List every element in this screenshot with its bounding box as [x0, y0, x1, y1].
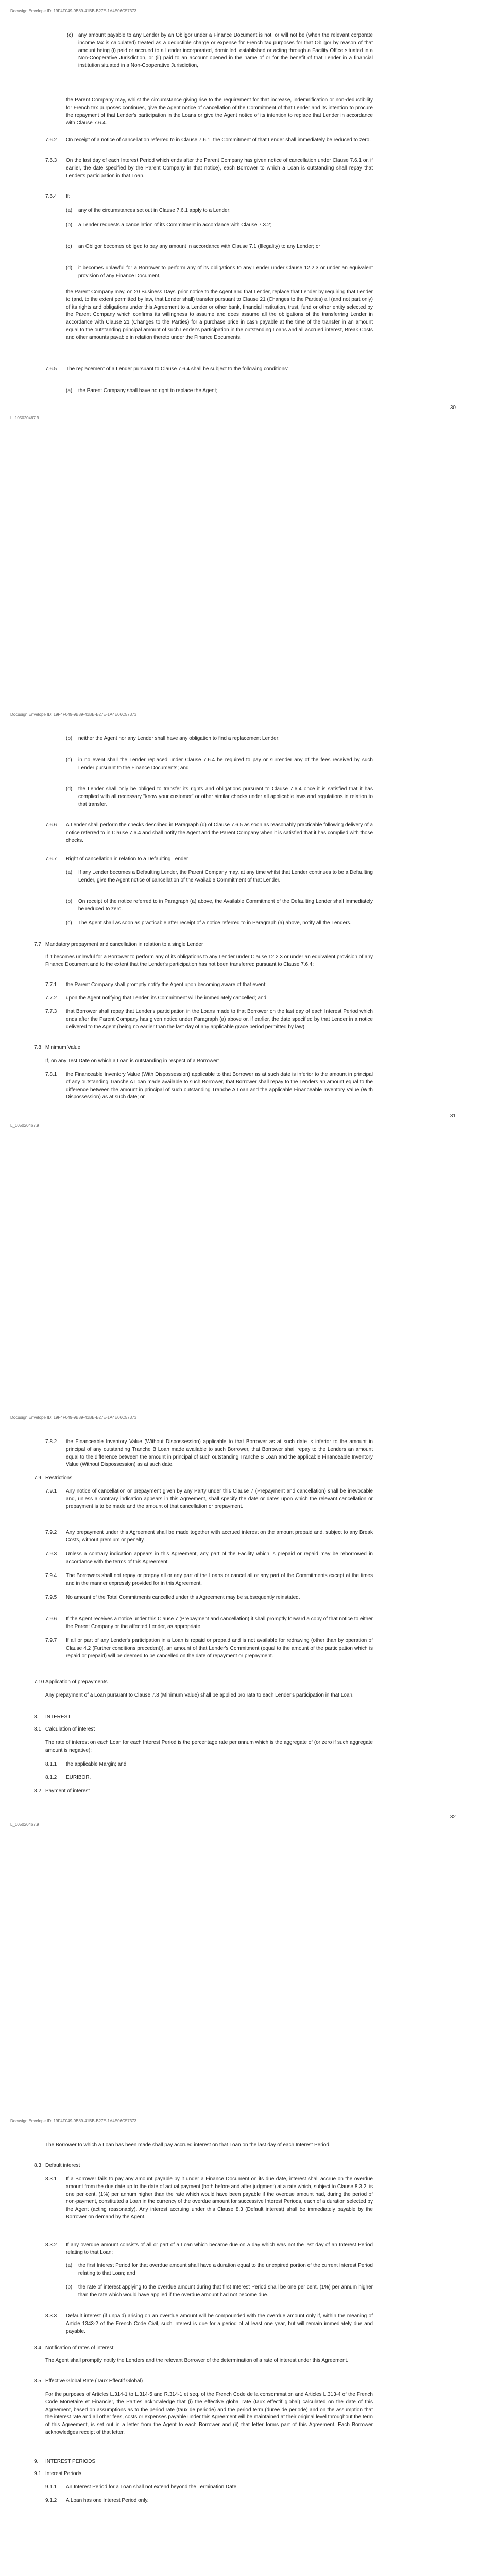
item-text: the Financeable Inventory Value (With Dispossession) applicable to that Borrower as at such date is inferior to the amount in principal of any outstanding Tranche A Loan made available to such Borrower, that Borrower shall repay to the Lenders an amount equal to the difference between the amount in principal of such outstanding Tranche A Loan and the applicable Financeable Inventory Value (With Dispossession) as at such date; or [66, 1072, 373, 1100]
item-number: (d) [66, 265, 73, 271]
item-number: 8.5 [34, 2378, 41, 2384]
doc-reference: L_105020467.9 [10, 1123, 39, 1128]
item-number: 9. [34, 2459, 39, 2464]
item-text: On the last day of each Interest Period which ends after the Parent Company has given notice of cancellation under Clause 7.6.1 or, if earlier, the date specified by the Parent Company in that notice), each Borrower to which a Loan is outstanding shall repay that Lender's participation in that Loan. [66, 158, 373, 179]
item-text: On receipt of the notice referred to in Paragraph (a) above, the Available Commitment of the Defaulting Lender shall immediately be reduced to zero. [78, 899, 373, 912]
item-number: (a) [66, 208, 73, 213]
item-text: the Parent Company may, on 20 Business Days' prior notice to the Agent and that Lender, replace that Lender by requiring that Lender to (and, to the extent permitted by law, that Lender shall) transfer pursuant to Clause 21 (Changes to the Parties) all (and not part only) of its rights and obligations under this Agreement to a Lender or other bank, financial institution, trust, fund or other entity selected by the Parent Company which confirms its willingness to assume and does assume all the obligations of the transferring Lender in accordance with Clause 21 (Changes to the Parties) for a purchase price in cash payable at the time of the transfer in an amount equal to the outstanding principal amount of such Lender's participation in the outstanding Loans and all accrued interest, Break Costs and other amounts payable in relation thereto under the Finance Documents. [66, 289, 373, 341]
envelope-id: Docusign Envelope ID: 19F4F049-9B89-41BB-B27E-1A4E06C57373 [10, 9, 137, 13]
item-number: (b) [66, 222, 73, 228]
item-number: 7.7.2 [45, 995, 57, 1001]
item-text: an Obligor becomes obliged to pay any amount in accordance with Clause 7.1 (Illegality) to any Lender; or [78, 244, 320, 249]
item-text: If all or part of any Lender's participation in a Loan is repaid or prepaid and is not available for redrawing (other than by operation of Clause 4.2 (Further conditions precedent)), an amount of that Lender's Commitment (equal to the amount of the participation which is repaid or prepaid) will be deemed to be cancelled on the date of repayment or prepayment. [66, 1638, 373, 1659]
doc-reference: L_105020467.9 [10, 416, 39, 420]
item-text: If the Agent receives a notice under this Clause 7 (Prepayment and cancellation) it shall promptly forward a copy of that notice to either the Parent Company or the affected Lender, as appropriate. [66, 1616, 373, 1630]
item-text: Any prepayment of a Loan pursuant to Clause 7.8 (Minimum Value) shall be applied pro rata to each Lender's participation in that Loan. [45, 1692, 354, 1698]
doc-reference: L_105020467.9 [10, 1822, 39, 1827]
item-text: If, on any Test Date on which a Loan is outstanding in respect of a Borrower: [45, 1058, 219, 1064]
item-number: (a) [66, 388, 73, 394]
item-number: 9.1 [34, 2471, 41, 2477]
item-number: 7.10 [34, 1679, 44, 1685]
item-text: it becomes unlawful for a Borrower to perform any of its obligations to any Lender under Clause 12.2.3 or under an equivalent provision of any Finance Document, [78, 265, 373, 279]
item-text: Mandatory prepayment and cancellation in relation to a single Lender [45, 942, 203, 947]
item-text: in no event shall the Lender replaced under Clause 7.6.4 be required to pay or surrender any of the fees received by such Lender pursuant to the Finance Documents; and [78, 757, 373, 771]
item-number: 7.9.7 [45, 1638, 57, 1643]
item-number: (a) [66, 870, 73, 875]
item-text: the Financeable Inventory Value (Without Dispossession) applicable to that Borrower as at such date is inferior to the amount in principal of any outstanding Tranche B Loan made available to such Borrower, that Borrower shall repay to the Lenders an amount equal to the difference between the amount in principal of such outstanding Tranche B Loan and the applicable Financeable Inventory Value (Without Dispossession) as at such date. [66, 1439, 373, 1468]
item-number: (c) [67, 32, 73, 38]
item-number: 8.3.3 [45, 2313, 57, 2319]
envelope-id: Docusign Envelope ID: 19F4F049-9B89-41BB-B27E-1A4E06C57373 [10, 2119, 137, 2123]
item-number: 9.1.1 [45, 2484, 57, 2490]
item-number: 7.9.6 [45, 1616, 57, 1622]
item-text: INTEREST [45, 1714, 71, 1720]
item-text: the first Interest Period for that overdue amount shall have a duration equal to the unexpired portion of the current Interest Period relating to that Loan; and [78, 2263, 373, 2276]
item-number: 8.2 [34, 1788, 41, 1794]
item-text: If any overdue amount consists of all or part of a Loan which became due on a day which was not the last day of an Interest Period relating to that Loan: [66, 2242, 373, 2256]
item-text: Default interest (if unpaid) arising on an overdue amount will be compounded with the overdue amount only if, within the meaning of Article 1343-2 of the French Code Civil, such interest is due for a period of at least one year, but will remain immediately due and payable. [66, 2313, 373, 2334]
page-33 [0, 2110, 497, 2576]
item-number: 7.8 [34, 1045, 41, 1050]
item-text: For the purposes of Articles L.314-1 to L.314-5 and R.314-1 et seq. of the French Code de la consommation and Articles L.313-4 of the French Code Monetaire et Financier, the Parties acknowledge that (i) the effective global rate (taux effectif global) calculated on the date of this Agreement, based on assumptions as to the period rate (taux de periode) and the period term (duree de periode) and on the assumption that the interest rate and all other fees, costs or expenses payable under this Agreement will be maintained at their original level throughout the term of this Agreement, is set out in a letter from the Agent to each Borrower and (ii) that letter forms part of this Agreement. Each Borrower acknowledges receipt of that letter. [45, 2392, 373, 2435]
item-text: If any Lender becomes a Defaulting Lender, the Parent Company may, at any time whilst that Lender continues to be a Defaulting Lender, give the Agent notice of cancellation of the Available Commitment of that Lender. [78, 870, 373, 883]
item-number: 8.1.1 [45, 1761, 57, 1767]
item-text: Right of cancellation in relation to a Defaulting Lender [66, 856, 188, 862]
item-text: Any notice of cancellation or prepayment given by any Party under this Clause 7 (Prepayment and cancellation) shall be irrevocable and, unless a contrary indication appears in this Agreement, shall specify the date or dates upon which the relevant cancellation or prepayment is to be made and the amount of that cancellation or prepayment. [66, 1488, 373, 1510]
envelope-id: Docusign Envelope ID: 19F4F049-9B89-41BB-B27E-1A4E06C57373 [10, 712, 137, 717]
item-text: Effective Global Rate (Taux Effectif Global) [45, 2378, 143, 2384]
item-number: (b) [66, 899, 73, 904]
item-number: 7.6.7 [45, 856, 57, 862]
item-text: The Agent shall as soon as practicable after receipt of a notice referred to in Paragraph (a) above, notify all the Lenders. [78, 920, 352, 926]
item-number: 7.7.1 [45, 982, 57, 988]
item-text: If it becomes unlawful for a Borrower to perform any of its obligations to any Lender under Clause 12.2.3 or under an equivalent provision of any Finance Document and to the extent that the Lender's participation has not been transferred pursuant to Clause 7.6.4: [45, 954, 373, 968]
item-text: Calculation of interest [45, 1726, 95, 1732]
page-30 [0, 0, 497, 703]
item-number: 7.9.5 [45, 1595, 57, 1600]
item-number: 8.3 [34, 2163, 41, 2168]
item-text: Unless a contrary indication appears in this Agreement, any part of the Facility which is prepaid or repaid may be reborrowed in accordance with the terms of this Agreement. [66, 1551, 373, 1565]
page-number: 30 [450, 405, 456, 411]
item-number: (c) [66, 757, 72, 763]
envelope-id: Docusign Envelope ID: 19F4F049-9B89-41BB-B27E-1A4E06C57373 [10, 1415, 137, 1420]
item-number: 7.9.3 [45, 1551, 57, 1557]
item-text: No amount of the Total Commitments cancelled under this Agreement may be subsequently reinstated. [66, 1595, 300, 1600]
item-text: upon the Agent notifying that Lender, its Commitment will be immediately cancelled; and [66, 995, 267, 1001]
item-text: The rate of interest on each Loan for each Interest Period is the percentage rate per annum which is the aggregate of (or zero if such aggregate amount is negative): [45, 1740, 373, 1753]
item-text: Notification of rates of interest [45, 2345, 114, 2351]
item-number: 7.8.2 [45, 1439, 57, 1445]
item-number: 8. [34, 1714, 39, 1720]
item-number: 7.6.5 [45, 366, 57, 372]
item-text: A Lender shall perform the checks described in Paragraph (d) of Clause 7.6.5 as soon as reasonably practicable following delivery of a notice referred to in Clause 7.6.4 and shall notify the Agent and the Parent Company when it is satisfied that it has complied with those checks. [66, 822, 373, 843]
item-number: (b) [66, 2284, 73, 2290]
item-text: the Lender shall only be obliged to transfer its rights and obligations pursuant to Clause 7.6.4 once it is satisfied that it has complied with all necessary "know your customer" or other similar checks under all applicable laws and regulations in relation to that transfer. [78, 786, 373, 807]
item-number: 7.6.4 [45, 194, 57, 199]
item-number: 8.3.2 [45, 2242, 57, 2248]
item-text: The Borrower to which a Loan has been made shall pay accrued interest on that Loan on the last day of each Interest Period. [45, 2142, 331, 2148]
item-number: 7.7.3 [45, 1009, 57, 1014]
item-text: the rate of interest applying to the overdue amount during that first Interest Period shall be one per cent. (1%) per annum higher than the rate which would have applied if the overdue amount had not become due. [78, 2284, 373, 2298]
item-text: On receipt of a notice of cancellation referred to in Clause 7.6.1, the Commitment of that Lender shall immediately be reduced to zero. [66, 137, 371, 143]
item-text: An Interest Period for a Loan shall not extend beyond the Termination Date. [66, 2484, 238, 2490]
item-text: If: [66, 194, 71, 199]
item-number: 7.6.3 [45, 158, 57, 163]
item-text: any of the circumstances set out in Clause 7.6.1 apply to a Lender; [78, 208, 231, 213]
item-text: Minimum Value [45, 1045, 81, 1050]
item-number: 7.9.2 [45, 1530, 57, 1535]
item-number: 9.1.2 [45, 2498, 57, 2503]
item-text: the Parent Company shall have no right to replace the Agent; [78, 388, 218, 394]
item-number: 7.9 [34, 1475, 41, 1481]
item-text: Default interest [45, 2163, 80, 2168]
item-text: the applicable Margin; and [66, 1761, 127, 1767]
item-text: a Lender requests a cancellation of its Commitment in accordance with Clause 7.3.2; [78, 222, 272, 228]
item-number: 7.9.4 [45, 1573, 57, 1579]
page-number: 31 [450, 1113, 456, 1119]
page-31 [0, 703, 497, 1406]
item-text: Application of prepayments [45, 1679, 108, 1685]
item-number: (a) [66, 2263, 73, 2268]
item-text: The replacement of a Lender pursuant to Clause 7.6.4 shall be subject to the following conditions: [66, 366, 288, 372]
item-text: that Borrower shall repay that Lender's participation in the Loans made to that Borrower on the last day of each Interest Period which ends after the Parent Company has given notice under Paragraph (a) above or, if earlier, the date specified by that Lender in a notice delivered to the Agent (being no earlier than the last day of any applicable grace period permitted by law). [66, 1009, 373, 1030]
item-text: Payment of interest [45, 1788, 90, 1794]
item-text: The Agent shall promptly notify the Lenders and the relevant Borrower of the determination of a rate of interest under this Agreement. [45, 2358, 349, 2363]
page-number: 32 [450, 1814, 456, 1820]
item-number: 7.7 [34, 942, 41, 947]
item-number: 7.8.1 [45, 1072, 57, 1077]
item-text: the Parent Company shall promptly notify the Agent upon becoming aware of that event; [66, 982, 267, 988]
item-text: A Loan has one Interest Period only. [66, 2498, 149, 2503]
page-32 [0, 1406, 497, 2110]
item-number: 8.3.1 [45, 2176, 57, 2182]
item-number: 7.9.1 [45, 1488, 57, 1494]
item-text: the Parent Company may, whilst the circumstance giving rise to the requirement for that increase, indemnification or non-deductibility for French tax purposes continues, give the Agent notice of cancellation of the Commitment of that Lender and its intention to procure the repayment of that Lender's participation in the Loans or give the Agent notice of its intention to replace that Lender in accordance with Clause 7.6.4. [66, 97, 373, 126]
item-number: 8.1.2 [45, 1775, 57, 1781]
item-text: Any prepayment under this Agreement shall be made together with accrued interest on the amount prepaid and, subject to any Break Costs, without premium or penalty. [66, 1530, 373, 1543]
item-number: (b) [66, 736, 73, 741]
item-text: INTEREST PERIODS [45, 2459, 96, 2464]
item-text: any amount payable to any Lender by an Obligor under a Finance Document is not, or will not be (when the relevant corporate income tax is calculated) treated as a deductible charge or expense for French tax purposes for that Obligor by reason of that amount being (i) paid or accrued to a Lender incorporated, domiciled, established or acting through a Facility Office situated in a Non-Cooperative Jurisdiction, or (ii) paid to an account opened in the name of or for the benefit of that Lender in a financial institution situated in a Non-Cooperative Jurisdiction, [78, 32, 373, 69]
item-number: 7.6.6 [45, 822, 57, 828]
item-text: Interest Periods [45, 2471, 82, 2477]
item-text: The Borrowers shall not repay or prepay all or any part of the Loans or cancel all or any part of the Commitments except at the times and in the manner expressly provided for in this Agreement. [66, 1573, 373, 1586]
item-text: neither the Agent nor any Lender shall have any obligation to find a replacement Lender; [78, 736, 280, 741]
item-text: If a Borrower fails to pay any amount payable by it under a Finance Document on its due date, interest shall accrue on the overdue amount from the due date up to the date of actual payment (both before and after judgment) at a rate which, subject to Clause 8.3.2, is one per cent. (1%) per annum higher than the rate which would have been payable if the overdue amount had, during the period of non-payment, constituted a Loan in the currency of the overdue amount for successive Interest Periods, each of a duration selected by the Agent (acting reasonably). Any interest accruing under this Clause 8.3 (Default interest) shall be immediately payable by the Borrower on demand by the Agent. [66, 2176, 373, 2220]
item-text: EURIBOR. [66, 1775, 91, 1781]
item-number: 8.1 [34, 1726, 41, 1732]
item-number: 7.6.2 [45, 137, 57, 143]
item-text: Restrictions [45, 1475, 73, 1481]
item-number: (c) [66, 244, 72, 249]
item-number: 8.4 [34, 2345, 41, 2351]
item-number: (c) [66, 920, 72, 926]
list-item [0, 32, 497, 91]
item-number: (d) [66, 786, 73, 792]
